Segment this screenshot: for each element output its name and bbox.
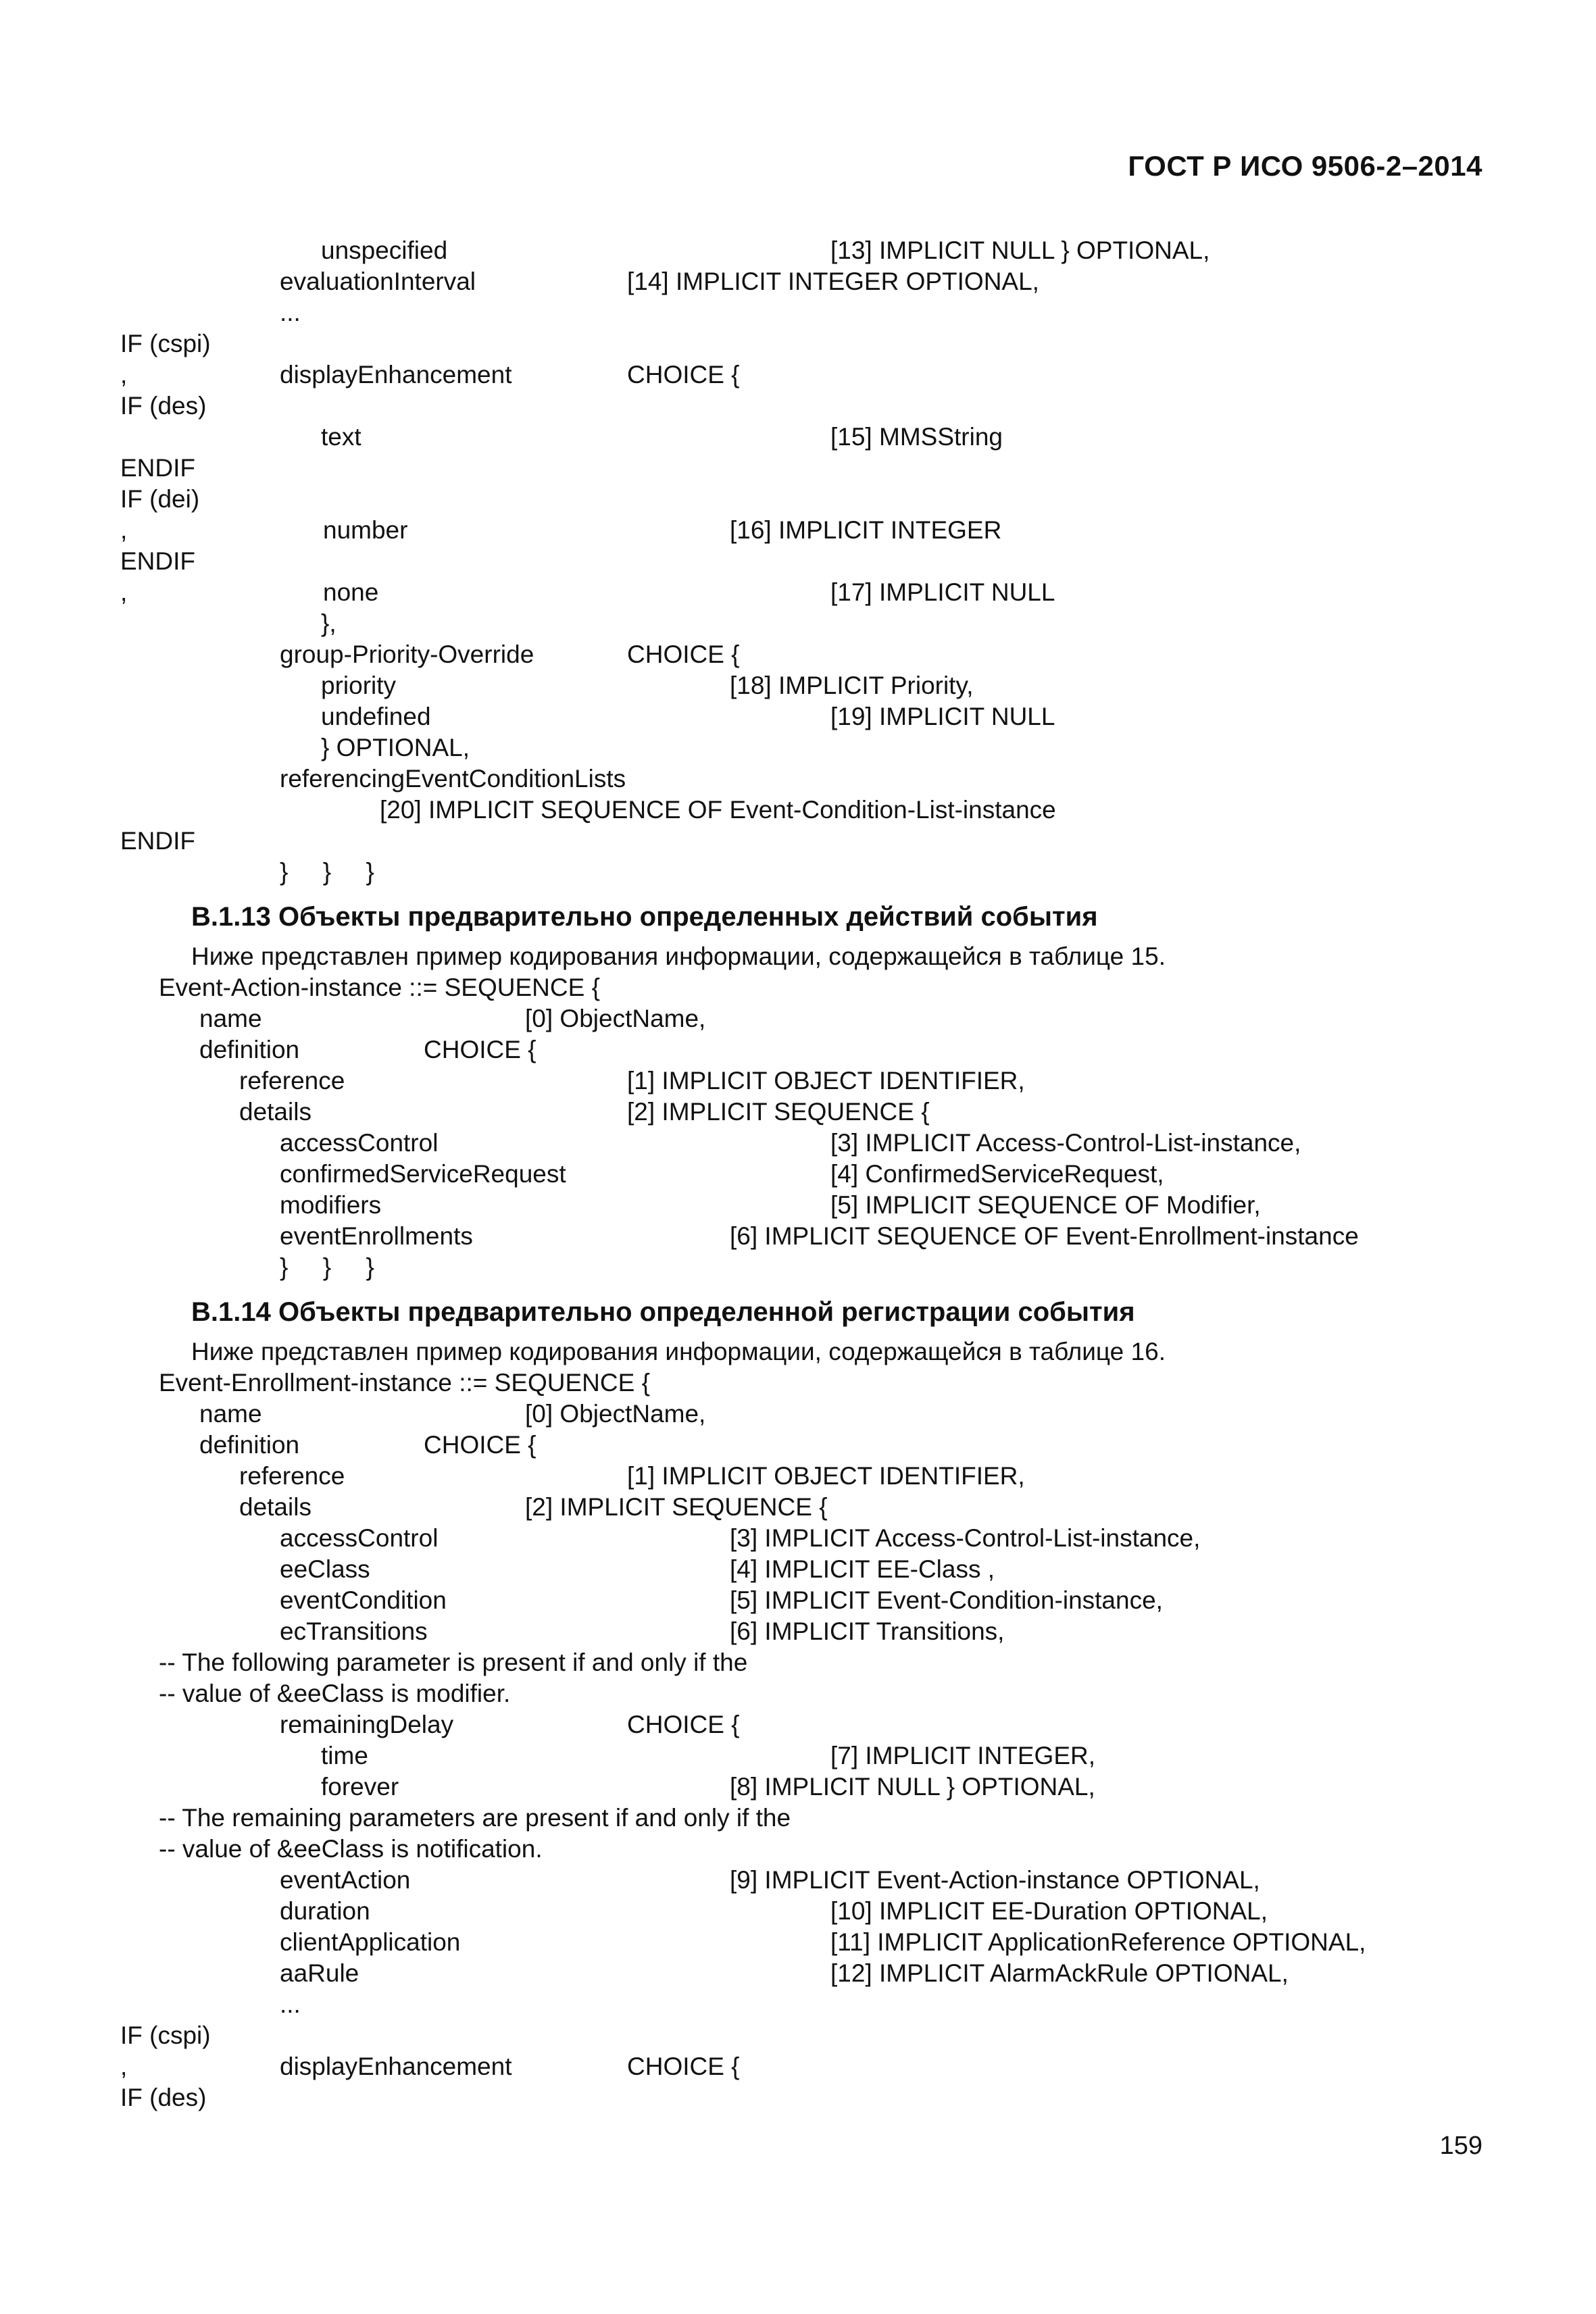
code-field-type: [4] IMPLICIT EE-Class , <box>730 1555 995 1583</box>
code-field-name: details <box>239 1098 311 1126</box>
code-directive: IF (cspi) <box>120 330 211 357</box>
code-field-name: group-Priority-Override <box>280 640 534 668</box>
code-field-name: forever <box>321 1773 399 1801</box>
code-comment: -- value of &eeClass is modifier. <box>159 1680 511 1707</box>
code-field-name: ecTransitions <box>280 1617 428 1645</box>
section-heading: B.1.13 Объекты предварительно определенных действий события <box>191 902 1098 932</box>
code-field-name: undefined <box>321 703 431 730</box>
code-field-name: time <box>321 1742 368 1769</box>
code-brace: } } } <box>280 858 374 886</box>
code-field-type: CHOICE { <box>424 1431 537 1459</box>
code-comment: -- The following parameter is present if and only if the <box>159 1649 748 1676</box>
code-field-name: remainingDelay <box>280 1711 454 1738</box>
code-field-type: CHOICE { <box>627 361 740 388</box>
code-field-type: [4] ConfirmedServiceRequest, <box>830 1160 1164 1188</box>
code-field-name: evaluationInterval <box>280 268 476 295</box>
code-brace: }, <box>321 609 336 637</box>
code-field-name: text <box>321 423 361 451</box>
section-intro: Ниже представлен пример кодирования информации, содержащейся в таблице 16. <box>191 1338 1166 1365</box>
code-field-type: [19] IMPLICIT NULL <box>830 703 1055 730</box>
code-field-type: [20] IMPLICIT SEQUENCE OF Event-Condition-List-instance <box>380 796 1056 824</box>
code-directive: ENDIF <box>120 547 195 575</box>
page-number: 159 <box>1439 2132 1482 2160</box>
code-field-name: modifiers <box>280 1191 382 1219</box>
code-field-type: [12] IMPLICIT AlarmAckRule OPTIONAL, <box>830 1959 1289 1987</box>
code-field-type: [3] IMPLICIT Access-Control-List-instance, <box>730 1524 1201 1552</box>
code-field-name: clientApplication <box>280 1928 461 1956</box>
code-comma: , <box>120 516 128 544</box>
code-field-type: [17] IMPLICIT NULL <box>830 578 1055 606</box>
standard-header: ГОСТ Р ИСО 9506-2–2014 <box>1128 150 1482 182</box>
code-field-type: [15] MMSString <box>830 423 1003 451</box>
code-field-name: eventEnrollments <box>280 1222 473 1250</box>
code-comma: , <box>120 2053 128 2080</box>
code-ellipsis: ... <box>280 299 301 326</box>
code-directive: IF (des) <box>120 2084 207 2111</box>
code-field-name: number <box>323 516 408 544</box>
code-field-type: CHOICE { <box>627 1711 740 1738</box>
code-field-name: reference <box>239 1462 345 1490</box>
code-field-type: [11] IMPLICIT ApplicationReference OPTIONAL, <box>830 1928 1366 1956</box>
code-field-type: CHOICE { <box>627 2053 740 2080</box>
code-field-type: [5] IMPLICIT Event-Condition-instance, <box>730 1586 1163 1614</box>
code-directive: ENDIF <box>120 827 195 855</box>
code-field-name: eventCondition <box>280 1586 447 1614</box>
code-field-name: eeClass <box>280 1555 370 1583</box>
code-comma: , <box>120 578 128 606</box>
code-field-type: [10] IMPLICIT EE-Duration OPTIONAL, <box>830 1897 1268 1925</box>
code-comment: -- The remaining parameters are present if and only if the <box>159 1804 791 1832</box>
code-directive: IF (dei) <box>120 485 200 513</box>
code-field-type: [3] IMPLICIT Access-Control-List-instance, <box>830 1129 1301 1157</box>
code-field-name: unspecified <box>321 236 448 264</box>
code-field-type: [9] IMPLICIT Event-Action-instance OPTIONAL, <box>730 1866 1260 1894</box>
code-directive: IF (des) <box>120 392 207 420</box>
code-field-type: [14] IMPLICIT INTEGER OPTIONAL, <box>627 268 1039 295</box>
code-field-type: [2] IMPLICIT SEQUENCE { <box>627 1098 930 1126</box>
code-field-type: [8] IMPLICIT NULL } OPTIONAL, <box>730 1773 1095 1801</box>
code-field-name: name <box>199 1005 262 1032</box>
code-field-type: CHOICE { <box>627 640 740 668</box>
code-field-name: accessControl <box>280 1524 439 1552</box>
code-comma: , <box>120 361 128 388</box>
code-field-name: confirmedServiceRequest <box>280 1160 566 1188</box>
code-field-name: none <box>323 578 379 606</box>
code-field-name: displayEnhancement <box>280 361 512 388</box>
code-field-name: reference <box>239 1067 345 1095</box>
code-field-type: [6] IMPLICIT SEQUENCE OF Event-Enrollment-instance <box>730 1222 1359 1250</box>
code-field-type: [2] IMPLICIT SEQUENCE { <box>525 1493 828 1521</box>
code-field-name: details <box>239 1493 311 1521</box>
code-declaration: Event-Enrollment-instance ::= SEQUENCE { <box>159 1369 650 1397</box>
code-field-type: [7] IMPLICIT INTEGER, <box>830 1742 1096 1769</box>
code-directive: ENDIF <box>120 454 195 482</box>
code-field-type: [0] ObjectName, <box>525 1005 706 1032</box>
section-intro: Ниже представлен пример кодирования информации, содержащейся в таблице 15. <box>191 942 1166 970</box>
code-brace: } } } <box>280 1253 374 1281</box>
code-field-type: [6] IMPLICIT Transitions, <box>730 1617 1005 1645</box>
code-field-type: [18] IMPLICIT Priority, <box>730 672 974 699</box>
code-field-name: duration <box>280 1897 370 1925</box>
code-ellipsis: ... <box>280 1990 301 2018</box>
code-field-type: [5] IMPLICIT SEQUENCE OF Modifier, <box>830 1191 1261 1219</box>
code-directive: IF (cspi) <box>120 2021 211 2049</box>
code-field-name: aaRule <box>280 1959 359 1987</box>
code-field-name: priority <box>321 672 397 699</box>
code-field-name: eventAction <box>280 1866 411 1894</box>
code-declaration: Event-Action-instance ::= SEQUENCE { <box>159 974 600 1001</box>
code-comment: -- value of &eeClass is notification. <box>159 1835 543 1863</box>
code-field-name: accessControl <box>280 1129 439 1157</box>
code-field-type: [16] IMPLICIT INTEGER <box>730 516 1002 544</box>
code-field-name: definition <box>199 1036 300 1063</box>
code-field-type: [13] IMPLICIT NULL } OPTIONAL, <box>830 236 1210 264</box>
code-field-type: [0] ObjectName, <box>525 1400 706 1428</box>
code-brace: } OPTIONAL, <box>321 734 470 761</box>
section-heading: B.1.14 Объекты предварительно определенной регистрации события <box>191 1297 1135 1327</box>
code-field-name: name <box>199 1400 262 1428</box>
code-field-type: [1] IMPLICIT OBJECT IDENTIFIER, <box>627 1462 1025 1490</box>
code-field-type: [1] IMPLICIT OBJECT IDENTIFIER, <box>627 1067 1025 1095</box>
code-field-name: definition <box>199 1431 300 1459</box>
code-field-type: CHOICE { <box>424 1036 537 1063</box>
code-field-name: displayEnhancement <box>280 2053 512 2080</box>
code-field-name: referencingEventConditionLists <box>280 765 626 793</box>
